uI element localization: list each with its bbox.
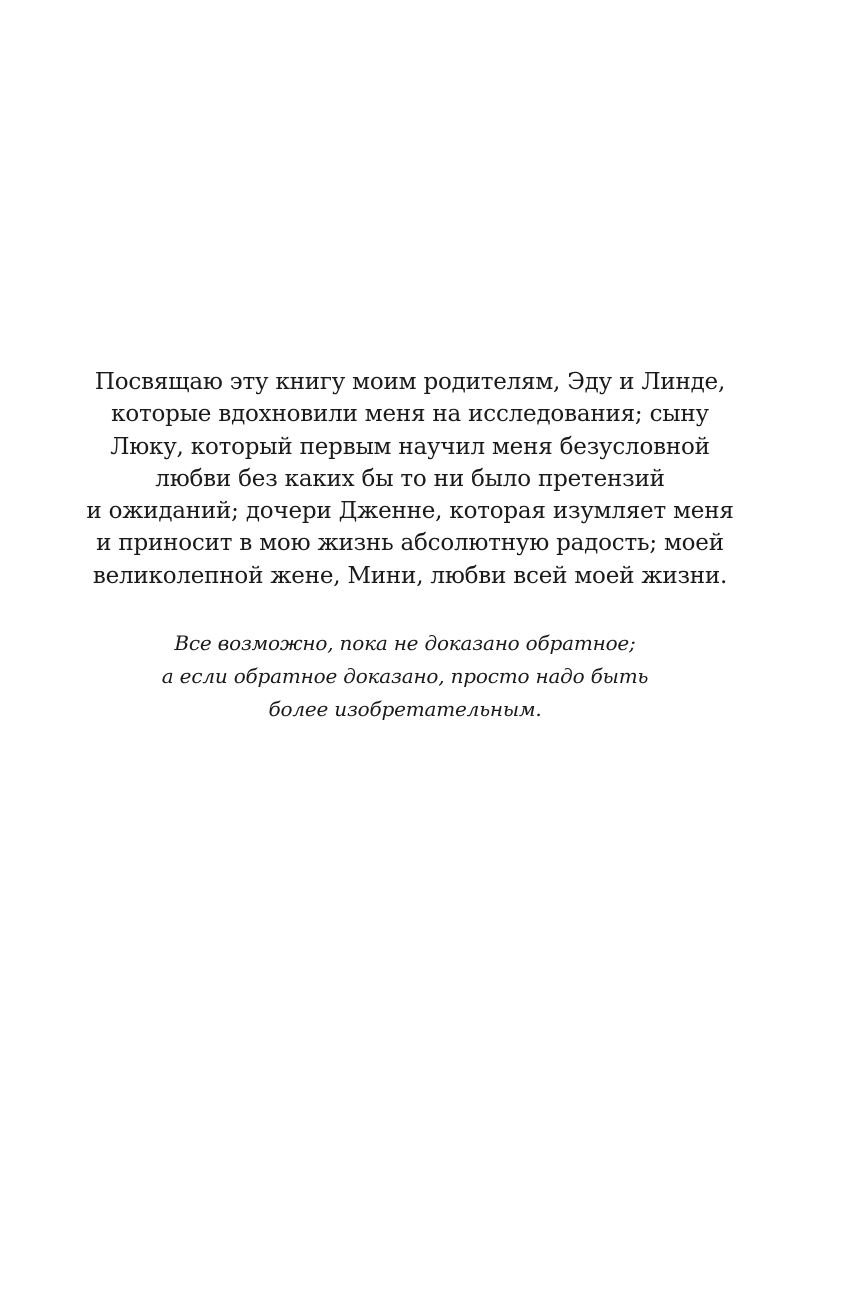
- epigraph-line: а если обратное доказано, просто надо быть: [161, 664, 649, 688]
- dedication-text: [0, 366, 820, 592]
- dedication-line: любви без каких бы то ни было претензий: [155, 465, 665, 492]
- epigraph-line: более изобретательным.: [268, 697, 542, 721]
- dedication-line: Посвящаю эту книгу моим родителям, Эду и Линде,: [94, 369, 726, 395]
- epigraph-line: Все возможно, пока не доказано обратное;: [174, 631, 636, 655]
- epigraph-quote: [0, 627, 810, 726]
- dedication-line: и ожиданий; дочери Дженне, которая изумляет меня: [86, 498, 734, 525]
- dedication-line: и приносит в мою жизнь абсолютную радость; моей: [96, 530, 724, 557]
- dedication-line: Люку, который первым научил меня безусловной: [110, 433, 710, 460]
- dedication-line: великолепной жене, Мини, любви всей моей жизни.: [92, 562, 728, 589]
- dedication-line: которые вдохновили меня на исследования; сыну: [111, 401, 709, 428]
